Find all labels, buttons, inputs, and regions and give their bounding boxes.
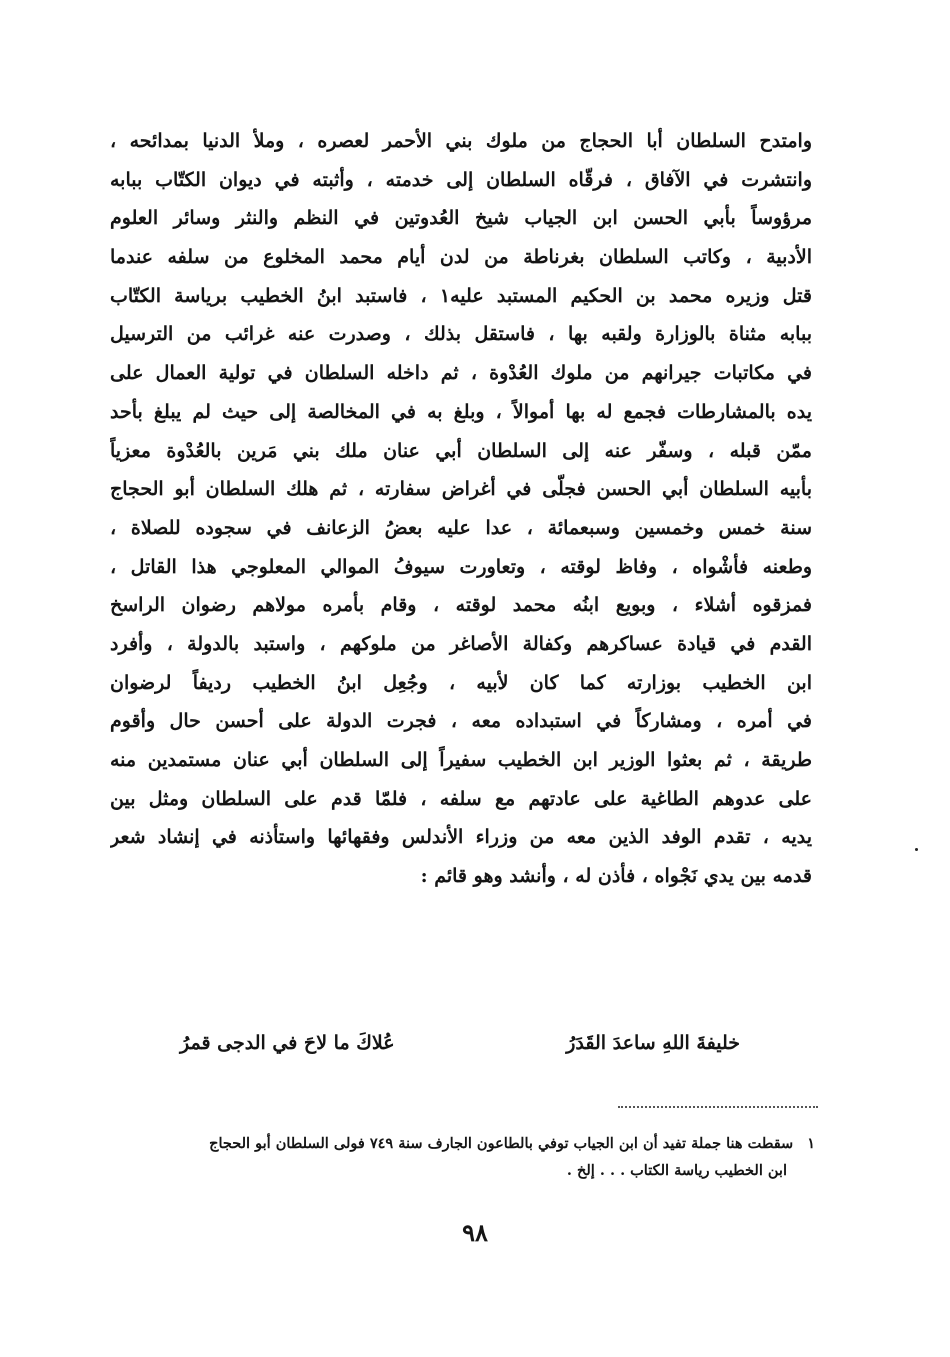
footnote bbox=[110, 1130, 815, 1184]
footnote-number: ١ bbox=[807, 1135, 815, 1152]
text-line-16: في أمره ، ومشاركاً في استبداده معه ، فجرت الدولة على أحسن حال وأقوم bbox=[110, 710, 812, 733]
text-line-10: بأبيه السلطان أبي الحسن فجلّى في أغراض سفارته ، ثم هلك السلطان أبو الحجاج bbox=[110, 478, 812, 501]
text-line-7: في مكاتبات جيرانهم من ملوك العُدْوة ، ثم داخله السلطان في تولية العمال على bbox=[110, 362, 812, 385]
text-line-5: قتل وزيره محمد بن الحكيم المستبد عليه١ ، فاستبد ابنُ الخطيب برياسة الكتّاب bbox=[110, 284, 812, 307]
text-line-17: طريقة ، ثم بعثوا الوزير ابن الخطيب سفيراً إلى السلطان أبي عنان مستمدين منه bbox=[110, 749, 812, 771]
text-line-18: على عدوهم الطاغية على عادتهم مع سلفه ، فلمّا قدم على السلطان ومثل بين bbox=[110, 787, 812, 810]
text-line-3: مرؤوساً بأبي الحسن ابن الجياب شيخ العُدوتين في النظم والنثر وسائر العلوم bbox=[110, 207, 812, 230]
text-line-9: ممّن قبله ، وسفّر عنه إلى السلطان أبي عنان ملك بني مَرين بالعُدْوة معزياً bbox=[110, 439, 812, 462]
text-line-1: وامتدح السلطان أبا الحجاج من ملوك بني الأحمر لعصره ، وملأ الدنيا بمدائحه ، bbox=[110, 130, 812, 152]
text-line-20: قدمه بين يدي نَجْواه ، فأذن له ، وأنشد وهو قائم : bbox=[420, 865, 812, 888]
text-line-13: فمزقوه أشلاء ، وبويع ابنُه محمد لوقته ، وقام بأمره مولاهم رضوان الراسخ bbox=[110, 594, 812, 617]
text-line-12: وطعنه فأشْواه ، وفاظ لوقته ، وتعاورت سيوفُ الموالي المعلوجي هذا القاتل ، bbox=[110, 555, 812, 578]
text-line-2: وانتشرت في الآفاق ، فرقّاه السلطان إلى خدمته ، وأثبته في ديوان الكتّاب ببابه bbox=[110, 168, 812, 191]
text-line-14: القدم في قيادة عساكرهم وكفالة الأصاغر من ملوكهم ، واستبد بالدولة ، وأفرد bbox=[110, 632, 812, 655]
text-line-8: يده بالمشارطات فجمع له بها أموالاً ، وبلغ به في المخالصة إلى حيث لم يبلغ بأحد bbox=[110, 400, 812, 423]
verse-hemistich-first: خليفةَ اللهِ ساعدَ القَدَرُ bbox=[566, 1032, 740, 1054]
text-line-11: سنة خمس وخمسين وسبعمائة ، عدا عليه بعضُ الزعانف في سجوده للصلاة ، bbox=[110, 516, 812, 539]
text-line-15: ابن الخطيب بوزارته كما كان لأبيه ، وجُعِل ابنُ الخطيب رديفاً لرضوان bbox=[110, 671, 812, 694]
poetry-verse bbox=[180, 1032, 740, 1054]
footnote-line-1 bbox=[110, 1130, 815, 1157]
verse-hemistich-second: عُلاكَ ما لاحَ في الدجى قمرُ bbox=[180, 1032, 395, 1054]
footnote-separator bbox=[618, 1106, 818, 1108]
text-line-6: ببابه مثناة بالوزارة ولقبه بها ، فاستقل بذلك ، وصدرت عنه غرائب من الترسيل bbox=[110, 323, 812, 346]
footnote-line-2: ابن الخطيب رياسة الكتاب . . . إلخ . bbox=[566, 1162, 787, 1179]
text-line-4: الأدبية ، وكاتب السلطان بغرناطة من لدن أيام محمد المخلوع من سلفه عندما bbox=[110, 246, 812, 269]
page-number: ٩٨ bbox=[462, 1218, 488, 1247]
footnote-text-1: سقطت هنا جملة تفيد أن ابن الجياب توفي بالطاعون الجارف سنة ٧٤٩ فولى السلطان أبو الحجاج bbox=[209, 1135, 794, 1152]
main-text-body bbox=[110, 122, 812, 896]
text-line-19: يديه ، تقدم الوفد الذين معه من وزراء الأندلس وفقهائها واستأذنه في إنشاد شعر bbox=[110, 826, 812, 849]
ink-speck bbox=[915, 848, 918, 851]
